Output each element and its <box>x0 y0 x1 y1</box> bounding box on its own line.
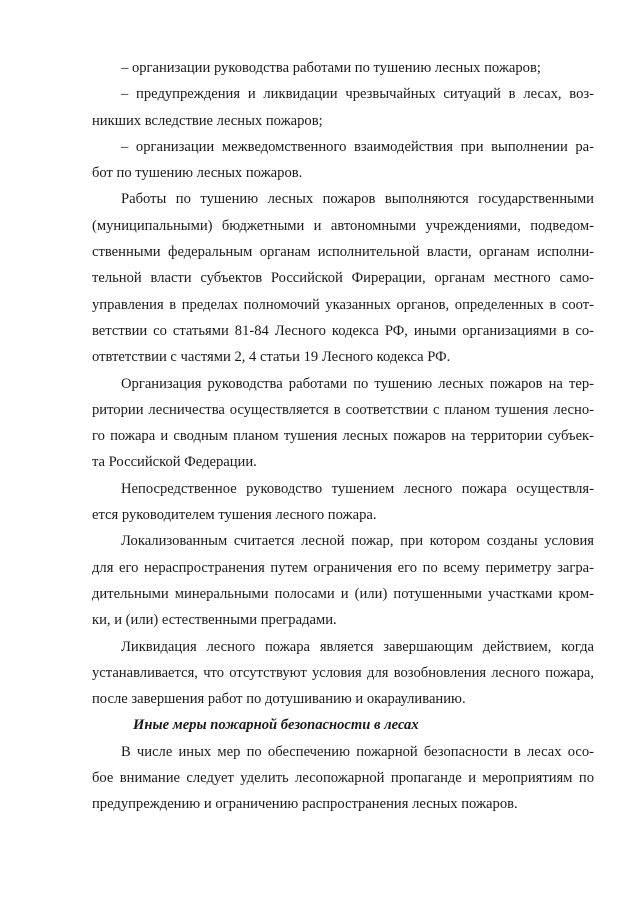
text-line: предупреждению и ограничению распространения лесных пожаров. <box>92 796 518 813</box>
paragraph-p2 <box>92 81 594 134</box>
text-line: Работы по тушению лесных пожаров выполняются государственными <box>121 191 594 208</box>
text-line: Ликвидация лесного пожара является завершающим действием, когда <box>121 638 594 655</box>
paragraph-p1 <box>92 55 594 81</box>
text-line: – предупреждения и ликвидации чрезвычайных ситуаций в лесах, воз- <box>121 86 594 103</box>
text-line: отвтетствии с частями 2, 4 статьи 19 Лесного кодекса РФ. <box>92 349 451 366</box>
section-heading: Иные меры пожарной безопасности в лесах <box>133 717 419 734</box>
text-line: никших вследствие лесных пожаров; <box>92 112 323 129</box>
paragraph-p6 <box>92 476 594 529</box>
text-line: Непосредственное руководство тушением лесного пожара осуществля- <box>121 480 594 497</box>
text-line: та Российской Федерации. <box>92 454 257 471</box>
text-line: ветствии со статьями 81-84 Лесного кодекса РФ, иными организациями в со- <box>92 322 594 339</box>
text-line: управления в пределах полномочий указанных органов, определенных в соот- <box>92 296 594 313</box>
text-line: Локализованным считается лесной пожар, при котором созданы условия <box>121 533 594 550</box>
text-line: – организации руководства работами по тушению лесных пожаров; <box>121 60 541 76</box>
text-line: бот по тушению лесных пожаров. <box>92 165 303 182</box>
text-line: тельной власти субъектов Российской Фирерации, органам местного само- <box>92 270 594 287</box>
paragraph-p4 <box>92 186 594 370</box>
paragraph-p7 <box>92 528 594 633</box>
document-body <box>92 55 594 818</box>
paragraph-p5 <box>92 371 594 476</box>
text-line: ритории лесничества осуществляется в соответствии с планом тушения лесно- <box>92 401 594 418</box>
text-line: (муниципальными) бюджетными и автономными учреждениями, подведом- <box>92 217 594 234</box>
text-line: бое внимание следует уделить лесопожарной пропаганде и мероприятиям по <box>92 770 594 787</box>
text-line: для его нераспространения путем ограничения его по всему периметру загра- <box>92 559 594 576</box>
text-line: ется руководителем тушения лесного пожара. <box>92 507 377 524</box>
text-line: устанавливается, что отсутствуют условия для возобновления лесного пожара, <box>92 664 594 681</box>
text-line: го пожара и сводным планом тушения лесных пожаров на территории субъек- <box>92 428 594 445</box>
paragraph-p3 <box>92 134 594 187</box>
text-line: после завершения работ по дотушиванию и окарауливанию. <box>92 691 466 708</box>
text-line: ственными федеральным органам исполнительной власти, органам исполни- <box>92 244 594 261</box>
paragraph-p9 <box>92 739 594 818</box>
text-line: ки, и (или) естественными преградами. <box>92 612 337 629</box>
text-line: дительными минеральными полосами и (или) потушенными участками кром- <box>92 585 594 602</box>
text-line: – организации межведомственного взаимодействия при выполнении ра- <box>121 138 594 155</box>
paragraph-p8 <box>92 634 594 713</box>
text-line: В числе иных мер по обеспечению пожарной безопасности в лесах осо- <box>121 743 594 760</box>
text-line: Организация руководства работами по тушению лесных пожаров на тер- <box>121 375 594 392</box>
